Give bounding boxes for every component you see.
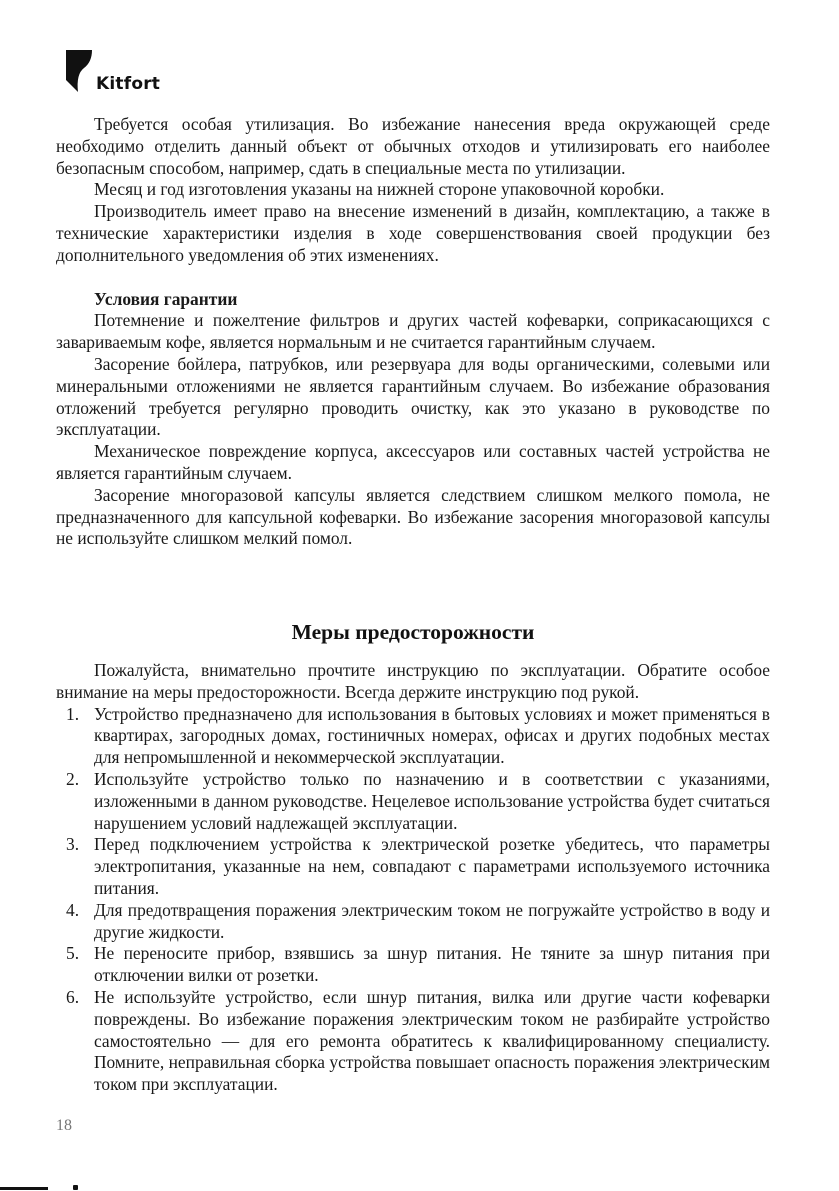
- list-item-number: 4.: [66, 899, 80, 920]
- list-item: [56, 704, 770, 769]
- warranty-title: Условия гарантии: [94, 288, 238, 309]
- list-item-number: 2.: [66, 768, 80, 789]
- list-item-text: Используйте устройство только по назначению и в соответствии с указаниями, изложенными в данном руководстве. Нецелевое использование устройства будет считаться нарушением условий надлежащей эксплуатации.: [94, 768, 770, 833]
- warranty-paragraph-2: Засорение бойлера, патрубков, или резервуара для воды органическими, солевыми или минеральными отложениями не является гарантийным случаем. Во избежание образования отложений требуется регулярно проводить очистку, как это указано в руководстве по эксплуатации.: [56, 353, 770, 440]
- list-item: [56, 900, 770, 944]
- brand-name: Kitfort: [96, 74, 161, 94]
- intro-paragraph-1: Требуется особая утилизация. Во избежание нанесения вреда окружающей среде необходимо отделить данный объект от обычных отходов и утилизировать его наиболее безопасным способом, например, сдать в специальные места по утилизации.: [56, 114, 770, 178]
- intro-paragraph-2: Месяц и год изготовления указаны на нижней стороне упаковочной коробки.: [94, 179, 665, 200]
- list-item-text: Перед подключением устройства к электрической розетке убедитесь, что параметры электропитания, указанные на нем, совпадают с параметрами используемого источника питания.: [94, 834, 770, 898]
- list-item: [56, 987, 770, 1096]
- list-item-number: 1.: [66, 703, 80, 724]
- precautions-section: [56, 660, 770, 1096]
- warranty-paragraph-1: Потемнение и пожелтение фильтров и других частей кофеварки, соприкасающихся с завариваемым кофе, является нормальным и не считается гарантийным случаем.: [56, 310, 770, 353]
- precautions-title: Меры предосторожности: [291, 620, 535, 644]
- list-item: [56, 834, 770, 899]
- precautions-intro: Пожалуйста, внимательно прочтите инструкцию по эксплуатации. Обратите особое внимание на меры предосторожности. Всегда держите инструкцию под рукой.: [56, 660, 770, 702]
- list-item-text: Для предотвращения поражения электрическим током не погружайте устройство в воду и другие жидкости.: [94, 899, 770, 942]
- list-item-text: Устройство предназначено для использования в бытовых условиях и может применяться в квартирах, загородных домах, гостиничных номерах, офисах и других подобных местах для непромышленной и некоммерческой эксплуатации.: [94, 703, 770, 768]
- list-item-text: Не переносите прибор, взявшись за шнур питания. Не тяните за шнур питания при отключении вилки от розетки.: [94, 943, 770, 986]
- list-item: [56, 769, 770, 834]
- footer-divider: [0, 1187, 48, 1190]
- intro-paragraph-3: Производитель имеет право на внесение изменений в дизайн, комплектацию, а также в технические характеристики изделия в ходе совершенствования своей продукции без дополнительного уведомления об этих изменениях.: [56, 201, 770, 265]
- warranty-paragraph-3: Механическое повреждение корпуса, аксессуаров или составных частей устройства не является гарантийным случаем.: [56, 441, 770, 483]
- precautions-list: [56, 704, 770, 1096]
- list-item-number: 6.: [66, 986, 80, 1007]
- footer-mark: [73, 1185, 78, 1190]
- list-item: [56, 943, 770, 987]
- warranty-paragraph-4: Засорение многоразовой капсулы является следствием слишком мелкого помола, не предназначенного для капсульной кофеварки. Во избежание засорения многоразовой капсулы не используйте слишком мелкий помол.: [56, 484, 770, 549]
- list-item-number: 3.: [66, 834, 80, 855]
- page-number: 18: [56, 1117, 72, 1134]
- list-item-number: 5.: [66, 943, 80, 964]
- list-item-text: Не используйте устройство, если шнур питания, вилка или другие части кофеварки повреждены. Во избежание поражения электрическим током не разбирайте устройство самостоятельно — для его ремонта обратитесь к квалифицированному специалисту. Помните, неправильная сборка устройства повышает опасность поражения электрическим током при эксплуатации.: [94, 986, 770, 1095]
- intro-section: [56, 114, 770, 550]
